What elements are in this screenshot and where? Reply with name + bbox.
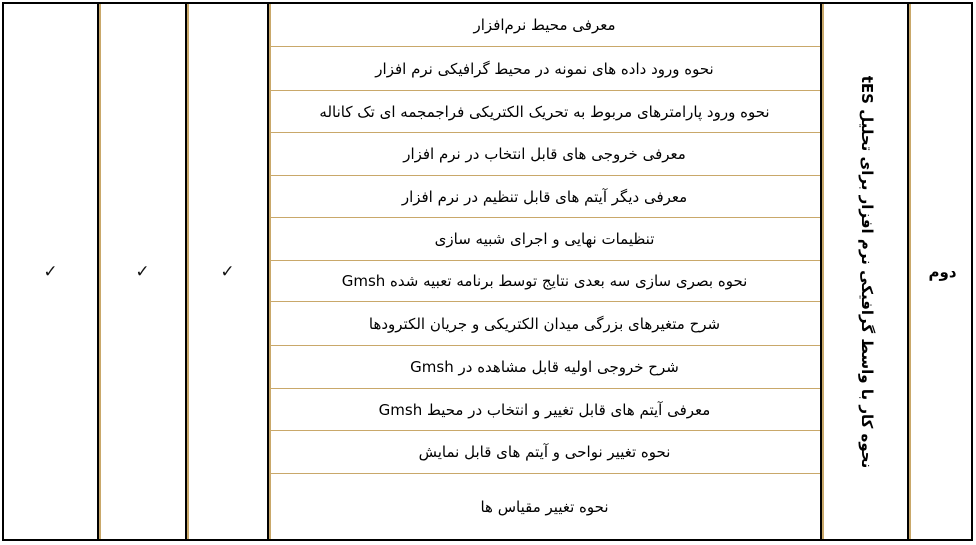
topic-row: شرح خروجی اولیه قابل مشاهده در Gmsh: [410, 358, 679, 376]
topic-row: معرفی محیط نرم‌افزار: [473, 16, 616, 34]
topic-row: نحوه تغییر مقیاس ها: [480, 497, 609, 516]
topic-row: معرفی آیتم های قابل تغییر و انتخاب در محیط Gmsh: [378, 400, 711, 419]
column-divider: [822, 4, 824, 539]
topic-row: شرح متغیرهای بزرگی میدان الکتریکی و جریان الکترودها: [368, 314, 721, 333]
topic-row: تنظیمات نهایی و اجرای شبیه سازی: [434, 230, 655, 248]
check-icon: ✓: [43, 261, 58, 282]
check-icon: ✓: [220, 261, 235, 282]
section-title-cell: [825, 4, 910, 539]
topic-row: نحوه تغییر نواحی و آیتم های قابل نمایش: [418, 443, 671, 461]
topic-row: معرفی خروجی های قابل انتخاب در نرم افزار: [403, 145, 686, 163]
section-title: نحوه کار با واسط گرافیکی نرم افزار برای تحلیل tES: [858, 75, 877, 468]
session-label: دوم: [928, 262, 957, 281]
topic-row: معرفی دیگر آیتم های قابل تنظیم در نرم افزار: [401, 187, 688, 206]
curriculum-table: [2, 2, 973, 541]
topic-row: نحوه ورود داده های نمونه در محیط گرافیکی نرم افزار: [375, 59, 714, 78]
check-icon: ✓: [135, 261, 150, 282]
topic-row: نحوه بصری سازی سه بعدی نتایج توسط برنامه تعبیه شده Gmsh: [341, 272, 748, 290]
topic-row: نحوه ورود پارامترهای مربوط به تحریک الکتریکی فراجمجمه ای تک کاناله: [319, 102, 770, 121]
topics-column: [269, 4, 820, 539]
